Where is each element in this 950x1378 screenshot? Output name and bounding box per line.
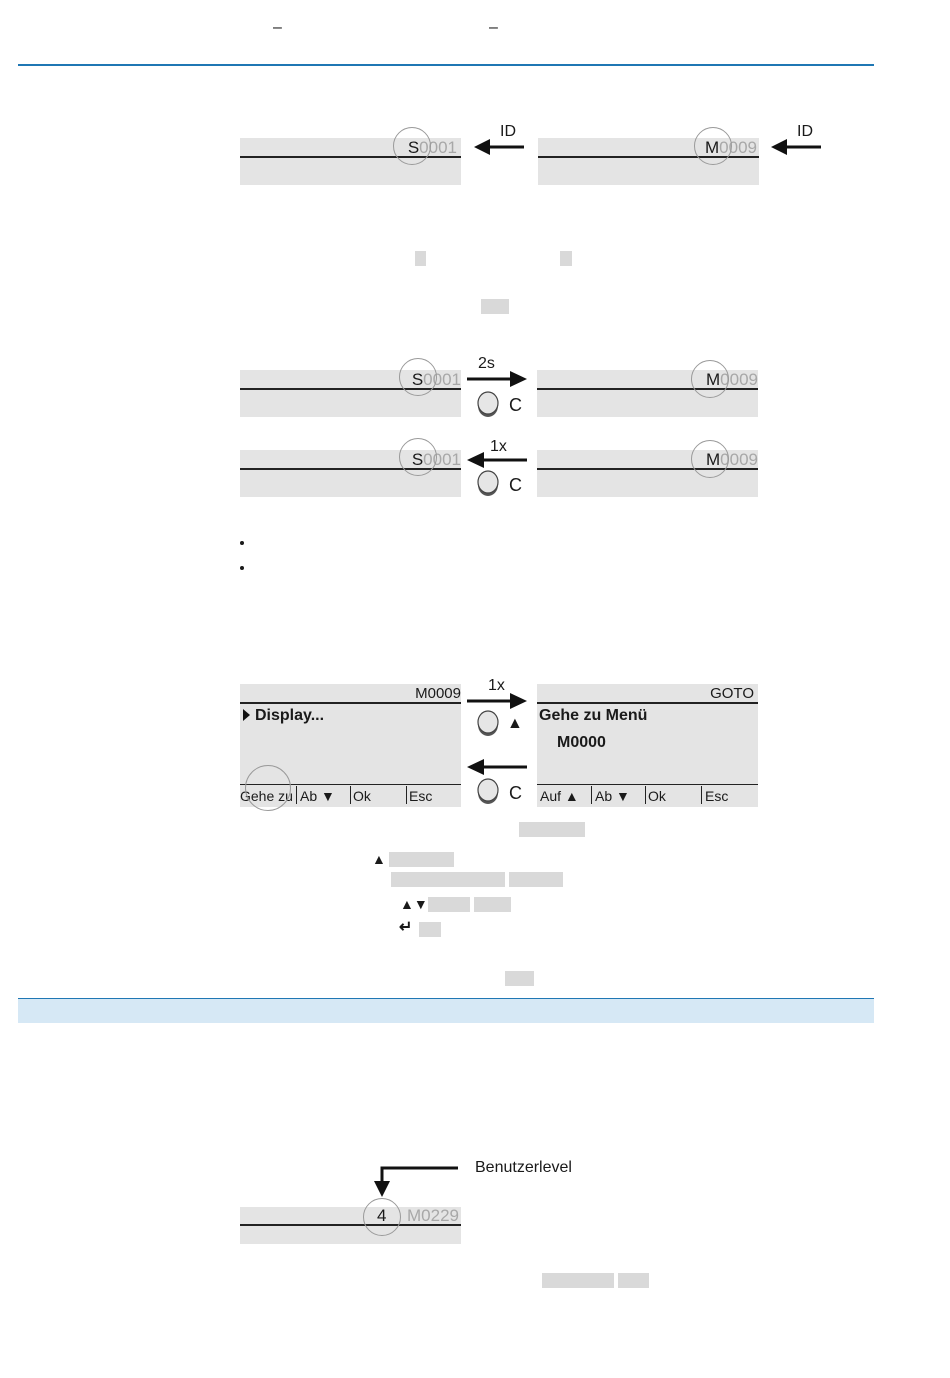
redacted-block [560, 251, 572, 266]
softkey-esc: Esc [409, 788, 433, 804]
arrow-label-count: 1x [488, 677, 505, 694]
callout-label-user-level: Benutzerlevel [475, 1159, 572, 1176]
softkey-down: Ab ▼ [595, 788, 630, 804]
arrow-left-icon [467, 756, 527, 778]
user-level-value: 4 [377, 1206, 387, 1225]
highlight-circle [399, 358, 437, 396]
highlight-circle [363, 1198, 401, 1236]
enter-icon: ↵ [399, 919, 413, 936]
highlight-circle [399, 438, 437, 476]
panel-code: M0229 [407, 1206, 459, 1225]
redacted-block [419, 922, 441, 937]
softkey-separator [296, 786, 297, 804]
goto-menu-code: M0000 [557, 734, 606, 751]
redacted-block [519, 822, 585, 837]
header-dash-left: – [273, 19, 282, 36]
softkey-ok: Ok [648, 788, 666, 804]
display-panel-user-level [240, 1207, 461, 1244]
highlight-circle [694, 127, 732, 165]
redacted-block [542, 1273, 614, 1288]
softkey-separator [645, 786, 646, 804]
key-label-c: C [509, 783, 522, 803]
softkey-down: Ab ▼ [300, 788, 335, 804]
caret-right-icon [243, 709, 251, 721]
panel-code: S0001 [407, 138, 457, 157]
push-button-icon [477, 777, 501, 807]
display-code: GOTO [710, 685, 754, 702]
panel-code: S0001 [411, 370, 461, 389]
bullet-point [240, 566, 244, 570]
softkey-separator [701, 786, 702, 804]
softkey-separator [350, 786, 351, 804]
softkey-goto: Gehe zu [240, 788, 293, 804]
display-code: M0009 [415, 685, 461, 702]
header-dash-right: – [489, 19, 498, 36]
key-label-up: ▲ [507, 715, 523, 732]
softkey-up: Auf ▲ [540, 788, 579, 804]
highlight-circle [245, 765, 291, 811]
softkey-ok: Ok [353, 788, 371, 804]
highlight-circle [691, 440, 729, 478]
redacted-block [391, 872, 505, 887]
key-label-c: C [509, 395, 522, 415]
push-button-icon [477, 709, 501, 739]
push-button-icon [477, 469, 501, 499]
panel-code: M0009 [706, 370, 758, 389]
arrow-label-time: 2s [478, 355, 495, 372]
arrow-label-count: 1x [490, 438, 507, 455]
highlight-circle [393, 127, 431, 165]
panel-code: S0001 [411, 450, 461, 469]
redacted-block [481, 299, 509, 314]
redacted-block [389, 852, 454, 867]
bullet-point [240, 541, 244, 545]
key-label-c: C [509, 475, 522, 495]
arrow-label-id: ID [500, 123, 516, 140]
softkey-esc: Esc [705, 788, 729, 804]
panel-code: M0009 [705, 138, 757, 157]
menu-item-display: Display... [255, 707, 325, 724]
redacted-block [474, 897, 511, 912]
arrow-label-id: ID [797, 123, 813, 140]
redacted-block [618, 1273, 649, 1288]
section-heading-band [18, 998, 874, 1023]
up-down-arrow-icon: ▲▼ [400, 896, 428, 912]
goto-title: Gehe zu Menü [539, 707, 648, 724]
callout-arrow-icon [370, 1163, 460, 1199]
up-arrow-icon: ▲ [372, 851, 386, 867]
push-button-icon [477, 390, 501, 420]
highlight-circle [691, 360, 729, 398]
header-rule [18, 64, 874, 66]
redacted-block [415, 251, 426, 266]
softkey-separator [591, 786, 592, 804]
display-panel-goto [537, 684, 758, 807]
redacted-block [505, 971, 534, 986]
redacted-block [509, 872, 563, 887]
redacted-block [428, 897, 470, 912]
arrow-right-icon [467, 368, 527, 390]
panel-code: M0009 [706, 450, 758, 469]
softkey-separator [406, 786, 407, 804]
